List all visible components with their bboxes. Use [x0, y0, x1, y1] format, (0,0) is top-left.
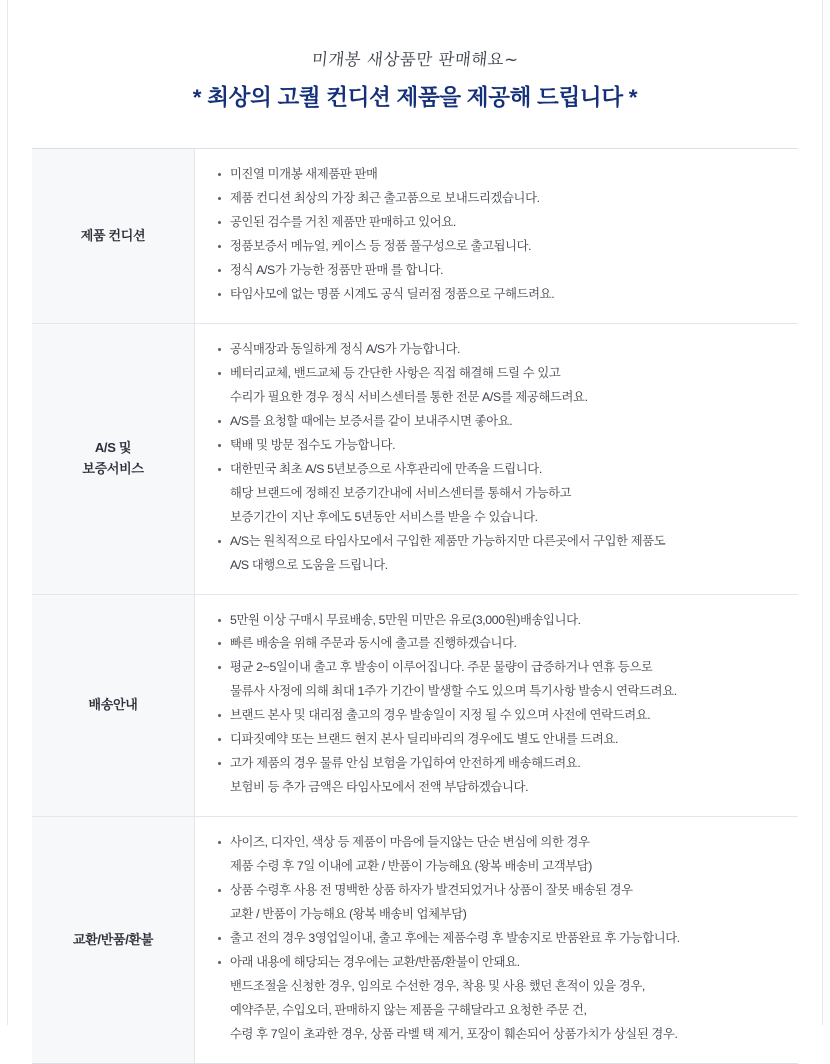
row-label — [32, 149, 195, 323]
list-item-line: 공인된 검수를 거친 제품만 판매하고 있어요. — [230, 214, 456, 229]
list-item — [217, 434, 782, 458]
list-item-line: 보증기간이 지난 후에도 5년동안 서비스를 받을 수 있습니다. — [230, 509, 538, 524]
list-item — [217, 410, 782, 434]
list-item-line: 공식매장과 동일하게 정식 A/S가 가능합니다. — [230, 341, 461, 356]
list-item — [217, 728, 782, 752]
list-item-line: 수령 후 7일이 초과한 경우, 상품 라벨 택 제거, 포장이 훼손되어 상품가치가 상실된 경우. — [230, 1027, 678, 1041]
list-item — [217, 458, 782, 530]
list-item-line: 정식 A/S가 가능한 정품만 판매 를 합니다. — [230, 262, 444, 277]
list-item — [217, 362, 782, 410]
row-content — [195, 323, 799, 594]
row-label — [32, 323, 195, 594]
table-row — [32, 594, 798, 817]
list-item — [217, 259, 782, 283]
list-item-line: 택배 및 방문 접수도 가능합니다. — [230, 437, 396, 452]
list-item-line: 고가 제품의 경우 물류 안심 보험을 가입하여 안전하게 배송해드려요. — [230, 756, 581, 771]
row-label-line: A/S 및 — [94, 439, 132, 455]
row-content — [195, 817, 799, 1063]
info-table — [32, 149, 798, 1063]
list-item-line: 5만원 이상 구매시 무료배송, 5만원 미만은 유로(3,000원)배송입니다. — [230, 612, 581, 627]
list-item — [217, 338, 782, 362]
list-item-line: A/S는 원칙적으로 타임사모에서 구입한 제품만 가능하지만 다른곳에서 구입한 제품도 — [230, 533, 666, 548]
row-label — [32, 594, 195, 817]
row-label-line: 보증서비스 — [82, 460, 144, 476]
bullet-list — [217, 609, 782, 801]
list-item — [217, 530, 782, 578]
list-item-line: 미진열 미개봉 새제품판 판매 — [230, 167, 378, 181]
row-label-line: 제품 컨디션 — [80, 227, 146, 243]
list-item — [217, 831, 782, 879]
row-label — [32, 817, 195, 1063]
list-item — [217, 951, 782, 1047]
page-right-rule — [822, 0, 823, 1025]
bullet-list — [217, 831, 782, 1047]
list-item — [217, 211, 782, 235]
list-item — [217, 187, 782, 211]
bullet-list — [217, 163, 782, 307]
list-item-line: 대한민국 최초 A/S 5년보증으로 사후관리에 만족을 드립니다. — [230, 461, 542, 476]
list-item-line: 교환 / 반품이 가능해요 (왕복 배송비 업체부담) — [230, 907, 467, 922]
table-row — [32, 149, 798, 323]
row-content — [195, 149, 799, 323]
list-item — [217, 283, 782, 307]
page-left-rule — [7, 0, 8, 1025]
list-item-line: 정품보증서 메뉴얼, 케이스 등 정품 풀구성으로 출고됩니다. — [230, 238, 532, 253]
table-row — [32, 323, 798, 594]
list-item — [217, 656, 782, 704]
list-item — [217, 927, 782, 951]
row-label-line: 배송안내 — [88, 696, 138, 712]
list-item-line: 상품 수령후 사용 전 명백한 상품 하자가 발견되었거나 상품이 잘못 배송된 경우 — [230, 883, 633, 898]
list-item-line: 베터리교체, 밴드교체 등 간단한 사항은 직접 해결해 드릴 수 있고 — [230, 365, 561, 380]
page-title: * 최상의 고퀄 컨디션 제품을 제공해 드립니다 * — [192, 85, 638, 110]
list-item — [217, 704, 782, 728]
info-table-body — [32, 149, 798, 1063]
list-item-line: 밴드조절을 신청한 경우, 임의로 수선한 경우, 착용 및 사용 했던 흔적이 있을 경우, — [230, 979, 645, 994]
list-item-line: 아래 내용에 해당되는 경우에는 교환/반품/환불이 안돼요. — [230, 955, 520, 970]
list-item-line: 평균 2~5일이내 출고 후 발송이 이루어집니다. 주문 물량이 급증하거나 연휴 등으로 — [230, 660, 653, 675]
row-content — [195, 594, 799, 817]
list-item — [217, 163, 782, 187]
list-item — [217, 879, 782, 927]
info-table-wrap — [32, 148, 798, 1064]
list-item-line: 물류사 사정에 의해 최대 1주가 기간이 발생할 수도 있으며 특기사항 발송시 연락드려요. — [230, 684, 677, 699]
list-item-line: 해당 브랜드에 정해진 보증기간내에 서비스센터를 통해서 가능하고 — [230, 485, 572, 500]
list-item-line: 예약주문, 수입오더, 판매하지 않는 제품을 구해달라고 요청한 주문 건, — [230, 1003, 587, 1018]
document-header — [0, 0, 830, 112]
list-item-line: 수리가 필요한 경우 정식 서비스센터를 통한 전문 A/S를 제공해드려요. — [230, 389, 588, 404]
list-item — [217, 609, 782, 633]
list-item-line: A/S를 요청할 때에는 보증서를 같이 보내주시면 좋아요. — [230, 413, 513, 428]
list-item-line: 제품 수령 후 7일 이내에 교환 / 반품이 가능해요 (왕복 배송비 고객부담) — [230, 859, 593, 874]
list-item-line: 사이즈, 디자인, 색상 등 제품이 마음에 들지않는 단순 변심에 의한 경우 — [230, 835, 590, 850]
list-item-line: 타임사모에 없는 명품 시계도 공식 딜러점 정품으로 구해드려요. — [230, 286, 555, 301]
list-item-line: 제품 컨디션 최상의 가장 최근 출고품으로 보내드리겠습니다. — [230, 190, 540, 205]
header-script-line: 미개봉 새상품만 판매해요~ — [310, 50, 520, 69]
list-item — [217, 235, 782, 259]
list-item-line: A/S 대행으로 도움을 드립니다. — [230, 557, 388, 572]
list-item-line: 출고 전의 경우 3영업일이내, 출고 후에는 제품수령 후 발송지로 반품완료 후 가능합니다. — [230, 931, 680, 946]
list-item-line: 빠른 배송을 위해 주문과 동시에 출고를 진행하겠습니다. — [230, 636, 517, 651]
list-item-line: 보험비 등 추가 금액은 타임사모에서 전액 부담하겠습니다. — [230, 780, 529, 795]
list-item — [217, 752, 782, 800]
list-item-line: 디파짓예약 또는 브랜드 현지 본사 딜리바리의 경우에도 별도 안내를 드려요. — [230, 732, 619, 747]
list-item — [217, 632, 782, 656]
bullet-list — [217, 338, 782, 578]
row-label-line: 교환/반품/환불 — [72, 931, 154, 947]
list-item-line: 브랜드 본사 및 대리점 출고의 경우 발송일이 지정 될 수 있으며 사전에 연락드려요. — [230, 708, 651, 723]
table-row — [32, 817, 798, 1063]
